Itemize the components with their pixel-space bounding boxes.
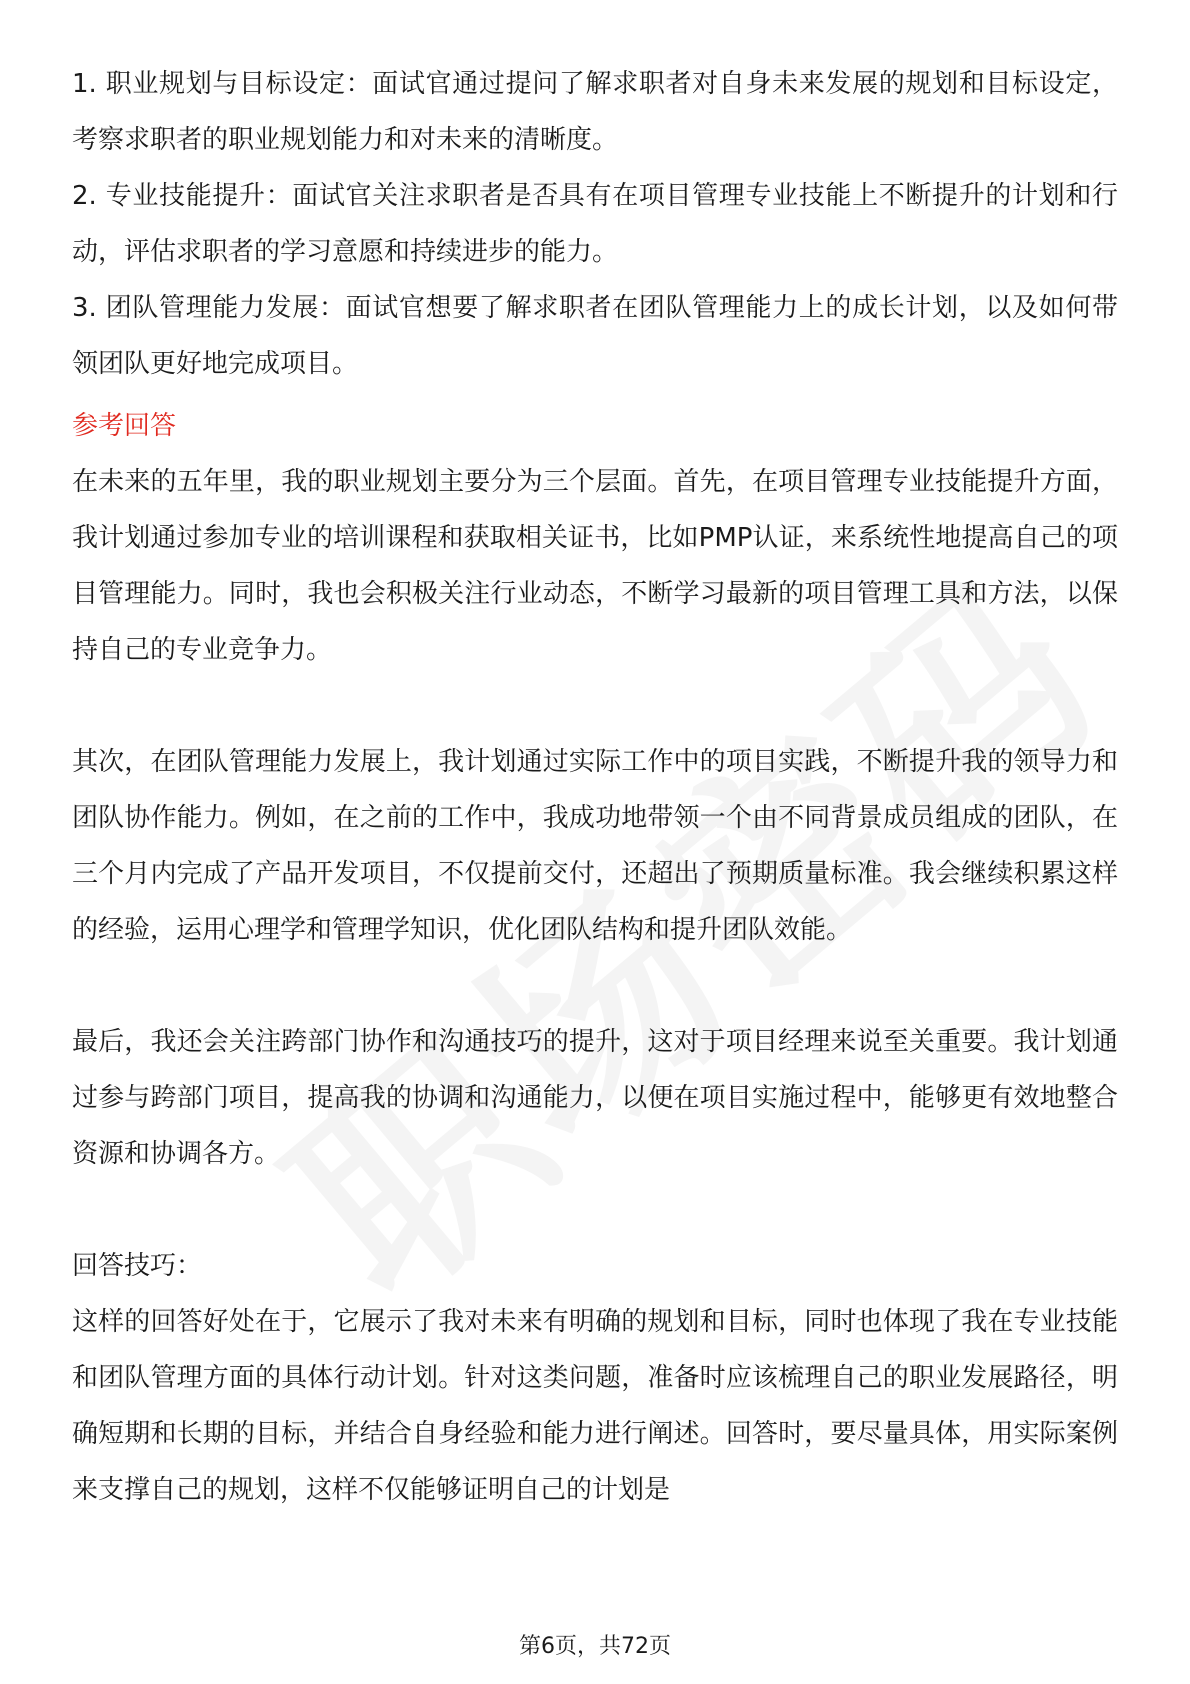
tips-title: 回答技巧： [72,1251,203,1281]
list-item-1: 1. 职业规划与目标设定：面试官通过提问了解求职者对自身未来发展的规划和目标设定，考察求职者的职业规划能力和对未来的清晰度。 [72,69,1118,155]
tips-paragraph: 这样的回答好处在于，它展示了我对未来有明确的规划和目标，同时也体现了我在专业技能和团队管理方面的具体行动计划。针对这类问题，准备时应该梳理自己的职业发展路径，明确短期和长期的目标，并结合自身经验和能力进行阐述。回答时，要尽量具体，用实际案例来支撑自己的规划，这样不仅能够证明自己的计划是 [72,1307,1118,1505]
reference-paragraph-2: 其次，在团队管理能力发展上，我计划通过实际工作中的项目实践，不断提升我的领导力和团队协作能力。例如，在之前的工作中，我成功地带领一个由不同背景成员组成的团队，在三个月内完成了产品开发项目，不仅提前交付，还超出了预期质量标准。我会继续积累这样的经验，运用心理学和管理学知识，优化团队结构和提升团队效能。 [72,747,1118,945]
reference-answer-title: 参考回答 [72,411,177,441]
list-item-2: 2. 专业技能提升：面试官关注求职者是否具有在项目管理专业技能上不断提升的计划和行动，评估求职者的学习意愿和持续进步的能力。 [72,181,1118,267]
page-content [72,56,1118,1518]
list-item-3: 3. 团队管理能力发展：面试官想要了解求职者在团队管理能力上的成长计划，以及如何带领团队更好地完成项目。 [72,293,1118,379]
reference-paragraph-1: 在未来的五年里，我的职业规划主要分为三个层面。首先，在项目管理专业技能提升方面，我计划通过参加专业的培训课程和获取相关证书，比如PMP认证，来系统性地提高自己的项目管理能力。同时，我也会积极关注行业动态，不断学习最新的项目管理工具和方法，以保持自己的专业竞争力。 [72,467,1118,665]
page-number: 第6页，共72页 [519,1634,671,1659]
paragraph-gap [72,678,1118,734]
paragraph-gap [72,1182,1118,1238]
reference-paragraph-3: 最后，我还会关注跨部门协作和沟通技巧的提升，这对于项目经理来说至关重要。我计划通过参与跨部门项目，提高我的协调和沟通能力，以便在项目实施过程中，能够更有效地整合资源和协调各方。 [72,1027,1118,1169]
paragraph-gap [72,958,1118,1014]
